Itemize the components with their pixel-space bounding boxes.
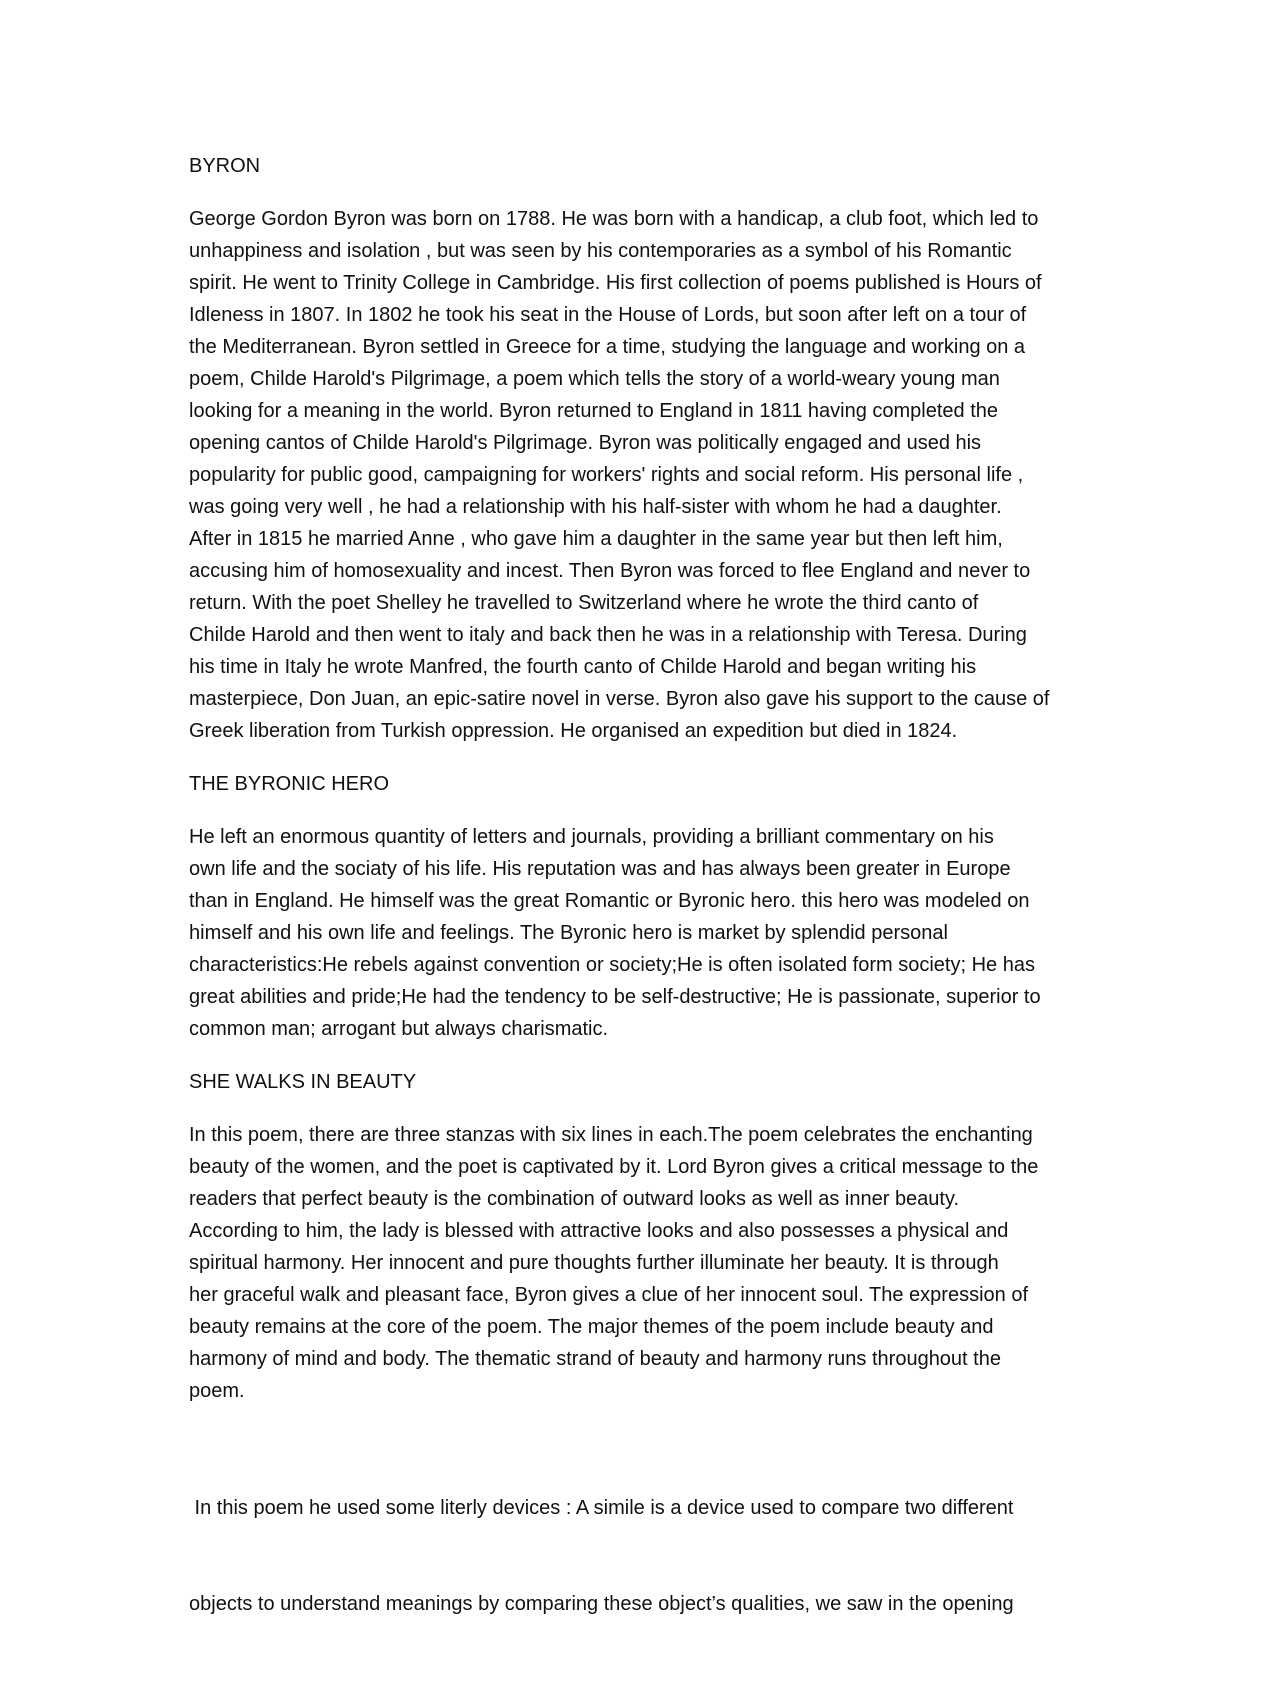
text-line: common man; arrogant but always charismatic. bbox=[189, 1018, 609, 1040]
text-line: objects to understand meanings by comparing these object’s qualities, we saw in the opening bbox=[189, 1593, 1014, 1615]
text-line: popularity for public good, campaigning for workers' rights and social reform. His personal life , bbox=[189, 464, 1024, 486]
text-line: spiritual harmony. Her innocent and pure thoughts further illuminate her beauty. It is through bbox=[189, 1252, 999, 1274]
text-line: He left an enormous quantity of letters and journals, providing a brilliant commentary on his bbox=[189, 826, 994, 848]
text-line: Idleness in 1807. In 1802 he took his seat in the House of Lords, but soon after left on a tour of bbox=[189, 304, 1027, 326]
text-line: beauty remains at the core of the poem. The major themes of the poem include beauty and bbox=[189, 1316, 994, 1338]
text-line: George Gordon Byron was born on 1788. He was born with a handicap, a club foot, which led to bbox=[189, 208, 1039, 230]
text-line: great abilities and pride;He had the tendency to be self-destructive; He is passionate, superior to bbox=[189, 986, 1041, 1008]
text-line: According to him, the lady is blessed with attractive looks and also possesses a physical and bbox=[189, 1220, 1009, 1242]
section-heading-byron: BYRON bbox=[189, 155, 261, 177]
text-line: looking for a meaning in the world. Byron returned to England in 1811 having completed the bbox=[189, 400, 999, 422]
paragraph-byronic-hero bbox=[189, 821, 1089, 1045]
text-line: In this poem, there are three stanzas with six lines in each.The poem celebrates the enchanting bbox=[189, 1124, 1033, 1146]
text-line: himself and his own life and feelings. The Byronic hero is market by splendid personal bbox=[189, 922, 948, 944]
section-heading-byronic-hero: THE BYRONIC HERO bbox=[189, 773, 390, 795]
text-line: Childe Harold and then went to italy and back then he was in a relationship with Teresa. During bbox=[189, 624, 1027, 646]
text-line: than in England. He himself was the great Romantic or Byronic hero. this hero was modeled on bbox=[189, 890, 1030, 912]
text-line: his time in Italy he wrote Manfred, the fourth canto of Childe Harold and began writing his bbox=[189, 656, 977, 678]
text-line: spirit. He went to Trinity College in Cambridge. His first collection of poems published is Hours of bbox=[189, 272, 1042, 294]
text-line: After in 1815 he married Anne , who gave him a daughter in the same year but then left him, bbox=[189, 528, 1003, 550]
paragraph-byron-biography bbox=[189, 203, 1089, 747]
text-line: Greek liberation from Turkish oppression. He organised an expedition but died in 1824. bbox=[189, 720, 958, 742]
text-line: her graceful walk and pleasant face, Byron gives a clue of her innocent soul. The expression of bbox=[189, 1284, 1029, 1306]
text-line: readers that perfect beauty is the combination of outward looks as well as inner beauty. bbox=[189, 1188, 960, 1210]
text-line: the Mediterranean. Byron settled in Greece for a time, studying the language and working on a bbox=[189, 336, 1026, 358]
text-line: poem, Childe Harold's Pilgrimage, a poem which tells the story of a world-weary young man bbox=[189, 368, 1000, 390]
text-line: opening cantos of Childe Harold's Pilgrimage. Byron was politically engaged and used his bbox=[189, 432, 982, 454]
text-line: beauty of the women, and the poet is captivated by it. Lord Byron gives a critical message to the bbox=[189, 1156, 1039, 1178]
text-line: poem. bbox=[189, 1380, 245, 1402]
paragraph-literary-devices bbox=[189, 1428, 1089, 1684]
text-line: masterpiece, Don Juan, an epic-satire novel in verse. Byron also gave his support to the cause of bbox=[189, 688, 1050, 710]
text-line: own life and the sociaty of his life. His reputation was and has always been greater in Europe bbox=[189, 858, 1011, 880]
text-line: accusing him of homosexuality and incest. Then Byron was forced to flee England and never to bbox=[189, 560, 1031, 582]
text-line: harmony of mind and body. The thematic strand of beauty and harmony runs throughout the bbox=[189, 1348, 1001, 1370]
text-line: return. With the poet Shelley he travelled to Switzerland where he wrote the third canto of bbox=[189, 592, 979, 614]
document-body bbox=[189, 150, 1089, 1705]
text-line: characteristics:He rebels against convention or society;He is often isolated form society; He has bbox=[189, 954, 1035, 976]
text-line: unhappiness and isolation , but was seen by his contemporaries as a symbol of his Romantic bbox=[189, 240, 1012, 262]
section-heading-she-walks-in-beauty: SHE WALKS IN BEAUTY bbox=[189, 1071, 417, 1093]
paragraph-poem-analysis bbox=[189, 1119, 1089, 1407]
text-line: In this poem he used some literly devices : A simile is a device used to compare two different bbox=[189, 1497, 1014, 1519]
text-line: was going very well , he had a relationship with his half-sister with whom he had a daughter. bbox=[189, 496, 1002, 518]
